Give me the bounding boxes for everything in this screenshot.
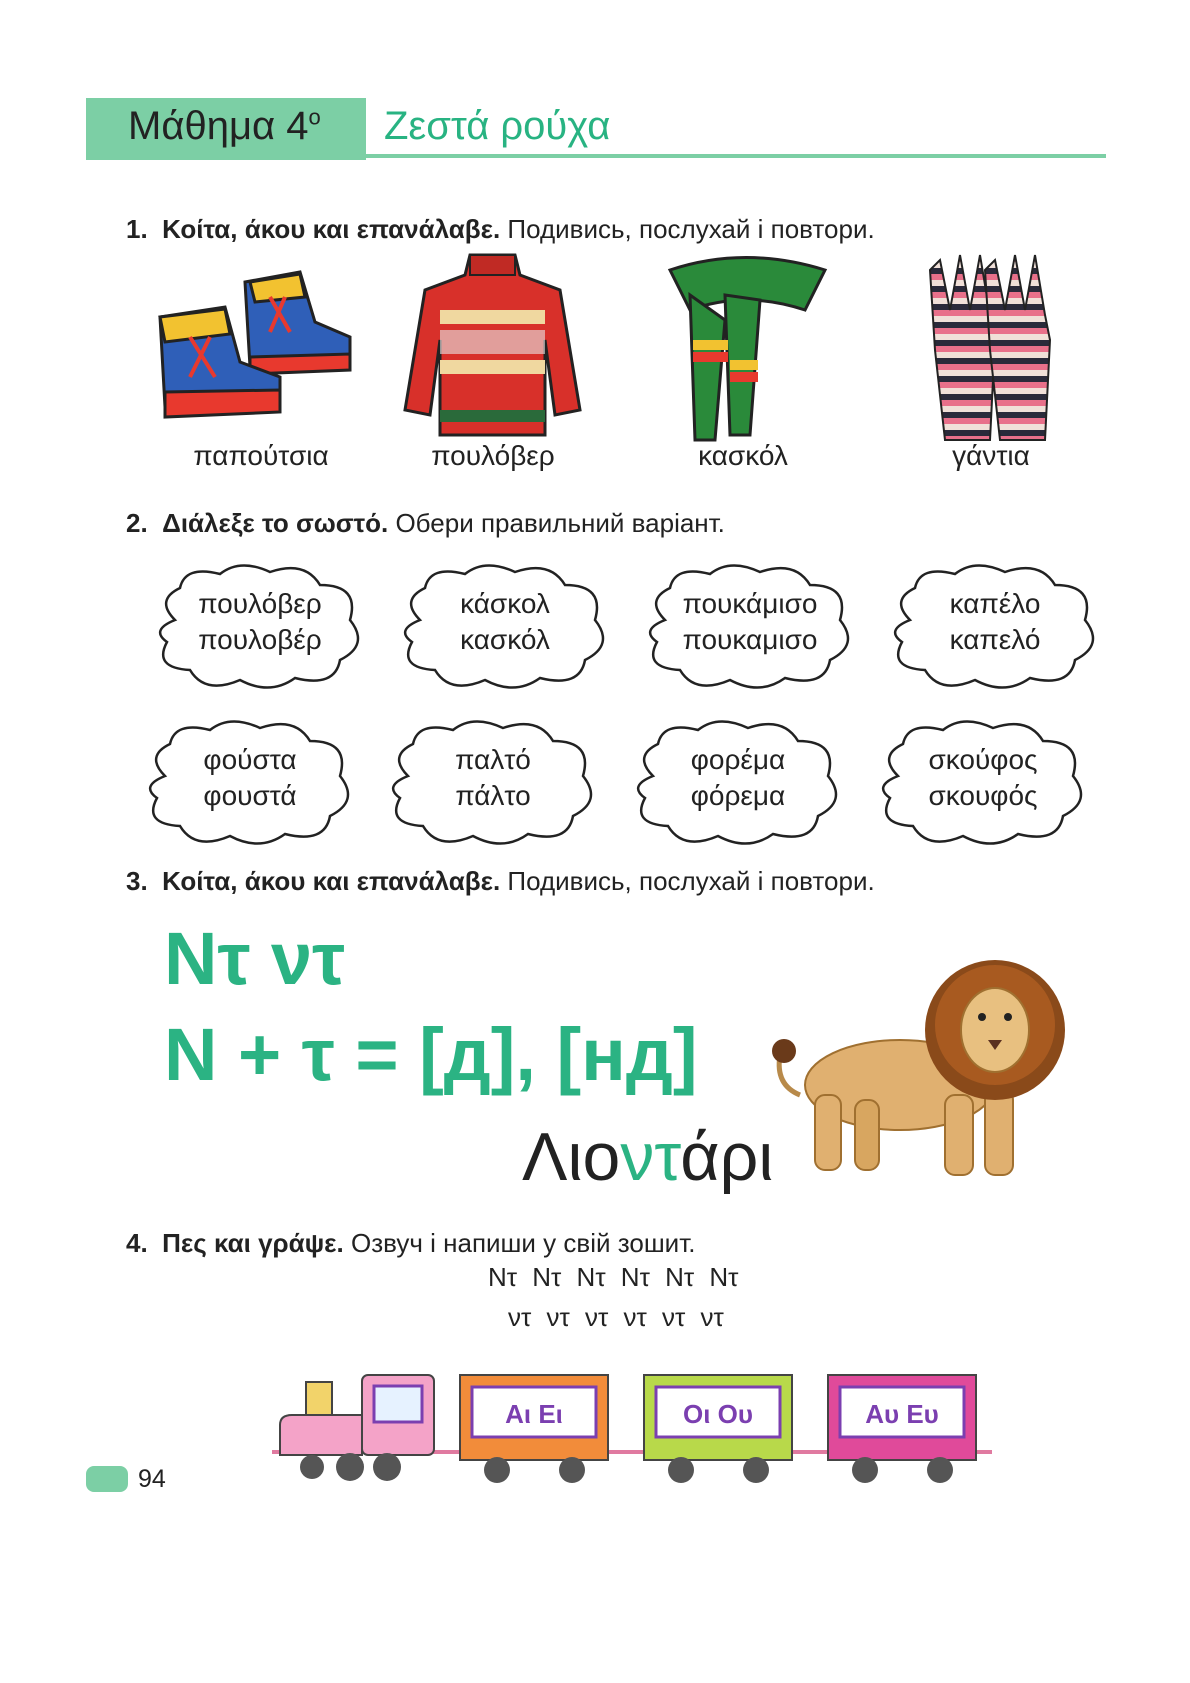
sweater-icon bbox=[400, 250, 585, 445]
page-number-tab bbox=[86, 1466, 128, 1492]
cloud-word-first[interactable]: φορέμα bbox=[690, 744, 786, 775]
cloud-word-second[interactable]: πάλτο bbox=[455, 780, 531, 811]
cloud-word-second[interactable]: καπελό bbox=[949, 624, 1041, 655]
cloud-word-first[interactable]: παλτό bbox=[455, 744, 531, 775]
caption-shoes: παπούτσια bbox=[193, 440, 329, 471]
page-number: 94 bbox=[138, 1465, 166, 1493]
cloud-option[interactable] bbox=[623, 716, 853, 848]
cloud-word-first[interactable]: πουλόβερ bbox=[198, 588, 322, 619]
cloud-option[interactable] bbox=[378, 716, 608, 848]
cloud-option[interactable] bbox=[390, 560, 620, 692]
caption-gloves: γάντια bbox=[952, 440, 1030, 471]
scarf-icon bbox=[665, 250, 830, 450]
caption-sweater: πουλόβερ bbox=[431, 440, 555, 471]
cloud-option[interactable] bbox=[135, 716, 365, 848]
cloud-word-first[interactable]: κάσκολ bbox=[460, 588, 550, 619]
exercise-1-instruction: 1. Κοίτα, άκου και επανάλαβε. Подивись, послухай і повтори. bbox=[126, 214, 875, 244]
train-car-label: Αυ Ευ bbox=[865, 1399, 939, 1429]
cloud-option[interactable] bbox=[868, 716, 1098, 848]
cloud-word-second[interactable]: πουκαμισο bbox=[682, 624, 818, 655]
gloves-icon bbox=[920, 250, 1060, 450]
caption-scarf: κασκόλ bbox=[698, 440, 788, 471]
cloud-word-second[interactable]: πουλοβέρ bbox=[198, 624, 322, 655]
train-car-label: Αι Ει bbox=[505, 1399, 563, 1429]
cloud-word-second[interactable]: σκουφός bbox=[928, 780, 1038, 811]
lion-word: Λιοντάρι bbox=[522, 1119, 774, 1195]
cloud-word-second[interactable]: φόρεμα bbox=[690, 780, 786, 811]
cloud-word-first[interactable]: πουκάμισο bbox=[682, 588, 818, 619]
header-rule bbox=[366, 154, 1106, 158]
cloud-word-second[interactable]: κασκόλ bbox=[460, 624, 550, 655]
cloud-option[interactable] bbox=[145, 560, 375, 692]
practice-line-lower: ντ ντ ντ ντ ντ ντ bbox=[508, 1302, 724, 1332]
exercise-4-instruction: 4. Πες και γράψε. Озвуч і напиши у свій зошит. bbox=[126, 1228, 696, 1258]
shoes-icon bbox=[150, 262, 360, 432]
train-illustration bbox=[272, 1370, 997, 1500]
cloud-word-first[interactable]: σκούφος bbox=[928, 744, 1038, 775]
cloud-word-first[interactable]: φούστα bbox=[203, 744, 297, 775]
lesson-title: Ζεστά ρούχα bbox=[384, 104, 611, 148]
cloud-option[interactable] bbox=[880, 560, 1110, 692]
exercise-3-instruction: 3. Κοίτα, άκου και επανάλαβε. Подивись, послухай і повтори. bbox=[126, 866, 875, 896]
practice-line-upper: Nτ Nτ Nτ Nτ Nτ Nτ bbox=[488, 1262, 739, 1292]
letter-pair: Nτ ντ bbox=[164, 917, 346, 1000]
cloud-word-second[interactable]: φουστά bbox=[203, 780, 297, 811]
exercise-2-instruction: 2. Διάλεξε το σωστό. Обери правильний варіант. bbox=[126, 508, 725, 538]
sound-formula: N + τ = [д], [нд] bbox=[164, 1013, 698, 1096]
cloud-option[interactable] bbox=[635, 560, 865, 692]
cloud-word-first[interactable]: καπέλο bbox=[949, 588, 1041, 619]
lesson-number: Μάθημα $4^o$ bbox=[128, 104, 321, 148]
lion-icon bbox=[770, 945, 1070, 1195]
train-car-label: Οι Ου bbox=[682, 1399, 754, 1429]
